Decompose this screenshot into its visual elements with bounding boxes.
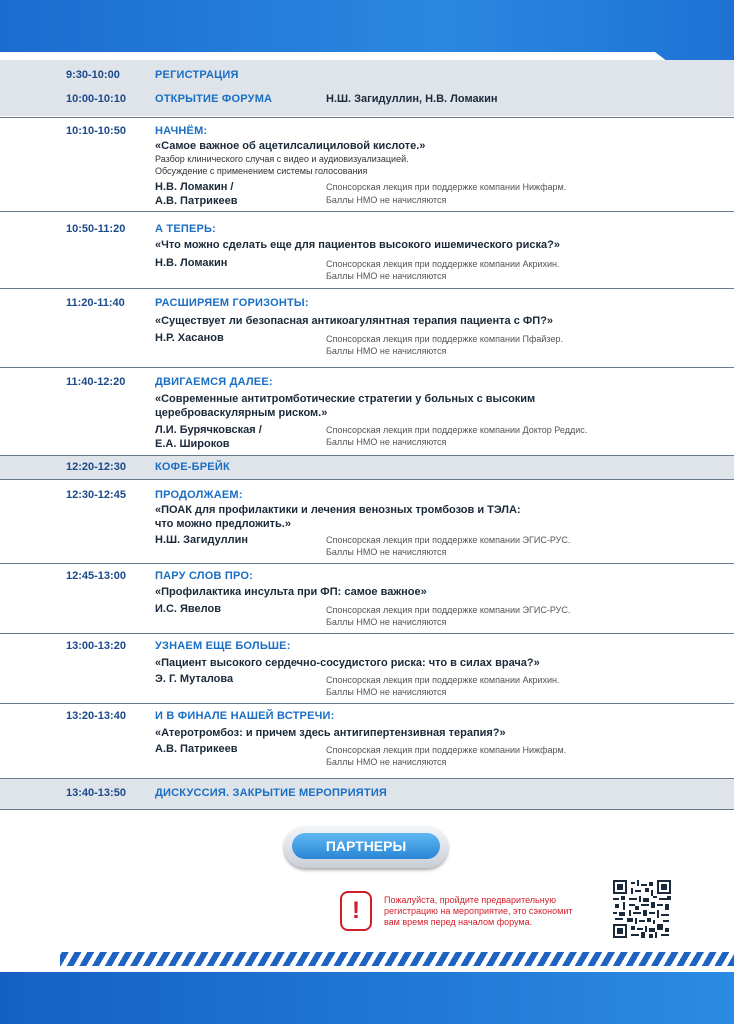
- session-title-cont: что можно предложить.»: [155, 518, 291, 530]
- coffee-label: КОФЕ-БРЕЙК: [155, 461, 230, 473]
- closing-label: ДИСКУССИЯ. ЗАКРЫТИЕ МЕРОПРИЯТИЯ: [155, 787, 388, 799]
- qr-code-icon[interactable]: [612, 880, 672, 938]
- sponsor-note: Спонсорская лекция при поддержке компании Нижфарм.: [326, 745, 567, 755]
- session-title: «Самое важное об ацетилсалициловой кислоте.»: [155, 140, 426, 152]
- session-speaker: Н.В. Ломакин /: [155, 181, 234, 193]
- divider: [0, 778, 734, 779]
- decorative-stripes: [60, 952, 734, 966]
- session-title: «Профилактика инсульта при ФП: самое важное»: [155, 586, 427, 598]
- cme-note: Баллы НМО не начисляются: [326, 346, 447, 356]
- sponsor-note: Спонсорская лекция при поддержке компании Пфайзер.: [326, 334, 563, 344]
- cme-note: Баллы НМО не начисляются: [326, 757, 447, 767]
- session-section: ДВИГАЕМСЯ ДАЛЕЕ:: [155, 376, 273, 388]
- session-section: ПАРУ СЛОВ ПРО:: [155, 570, 254, 582]
- session-speaker: А.В. Патрикеев: [155, 743, 238, 755]
- divider: [0, 479, 734, 480]
- session-speaker: Л.И. Бурячковская /: [155, 424, 262, 436]
- session-title: «ПОАК для профилактики и лечения венозных тромбозов и ТЭЛА:: [155, 504, 521, 516]
- session-time: 13:20-13:40: [66, 710, 126, 722]
- session-section: УЗНАЕМ ЕЩЕ БОЛЬШЕ:: [155, 640, 291, 652]
- session-speaker: Е.А. Широков: [155, 438, 230, 450]
- registration-label: РЕГИСТРАЦИЯ: [155, 69, 239, 81]
- sponsor-note: Спонсорская лекция при поддержке компании Акрихин.: [326, 259, 560, 269]
- sponsor-note: Спонсорская лекция при поддержке компании Доктор Реддис.: [326, 425, 588, 435]
- session-section: РАСШИРЯЕМ ГОРИЗОНТЫ:: [155, 297, 309, 309]
- session-title: «Атеротромбоз: и причем здесь антигипертензивная терапия?»: [155, 727, 506, 739]
- session-speaker: Н.Р. Хасанов: [155, 332, 224, 344]
- divider: [0, 367, 734, 368]
- session-title: «Пациент высокого сердечно-сосудистого риска: что в силах врача?»: [155, 657, 540, 669]
- divider: [0, 288, 734, 289]
- divider: [0, 563, 734, 564]
- notice-line: Пожалуйста, пройдите предварительную: [384, 895, 556, 905]
- sponsor-note: Спонсорская лекция при поддержке компании Нижфарм.: [326, 182, 567, 192]
- sponsor-note: Спонсорская лекция при поддержке компании Акрихин.: [326, 675, 560, 685]
- cme-note: Баллы НМО не начисляются: [326, 617, 447, 627]
- opening-label: ОТКРЫТИЕ ФОРУМА: [155, 93, 273, 105]
- top-banner: [0, 0, 734, 60]
- divider: [0, 633, 734, 634]
- warning-symbol: !: [352, 897, 360, 924]
- session-speaker: Н.Ш. Загидуллин: [155, 534, 248, 546]
- session-subtitle: Разбор клинического случая с видео и аудиовизуализацией.: [155, 154, 409, 164]
- opening-time: 10:00-10:10: [66, 93, 126, 105]
- session-speaker: Э. Г. Муталова: [155, 673, 234, 685]
- session-speaker: А.В. Патрикеев: [155, 195, 238, 207]
- divider: [0, 809, 734, 810]
- partners-button-frame: [284, 826, 448, 868]
- sponsor-note: Спонсорская лекция при поддержке компании ЭГИС-РУС.: [326, 605, 571, 615]
- session-title: «Существует ли безопасная антикоагулянтная терапия пациента с ФП?»: [155, 315, 554, 327]
- coffee-time: 12:20-12:30: [66, 461, 126, 473]
- session-time: 12:30-12:45: [66, 489, 126, 501]
- registration-notice: [384, 895, 599, 928]
- session-time: 13:00-13:20: [66, 640, 126, 652]
- notice-line: вам время перед началом форума.: [384, 917, 533, 927]
- sponsor-note: Спонсорская лекция при поддержке компании ЭГИС-РУС.: [326, 535, 571, 545]
- partners-button[interactable]: ПАРТНЕРЫ: [292, 833, 440, 859]
- cme-note: Баллы НМО не начисляются: [326, 195, 447, 205]
- session-time: 11:40-12:20: [66, 376, 126, 388]
- notice-line: регистрацию на мероприятие, это сэкономит: [384, 906, 573, 916]
- closing-time: 13:40-13:50: [66, 787, 126, 799]
- divider: [0, 703, 734, 704]
- session-time: 11:20-11:40: [66, 297, 125, 309]
- divider: [0, 211, 734, 212]
- session-speaker: И.С. Явелов: [155, 603, 221, 615]
- session-title: «Современные антитромботические стратегии у больных с высоким: [155, 393, 536, 405]
- exclamation-icon: [340, 891, 372, 931]
- session-time: 10:50-11:20: [66, 223, 126, 235]
- session-section: А ТЕПЕРЬ:: [155, 223, 217, 235]
- session-time: 12:45-13:00: [66, 570, 126, 582]
- session-title: «Что можно сделать еще для пациентов высокого ишемического риска?»: [155, 239, 560, 251]
- divider: [0, 117, 734, 118]
- session-section: НАЧНЁМ:: [155, 125, 208, 137]
- cme-note: Баллы НМО не начисляются: [326, 547, 447, 557]
- divider: [0, 455, 734, 456]
- session-speaker: Н.В. Ломакин: [155, 257, 228, 269]
- cme-note: Баллы НМО не начисляются: [326, 271, 447, 281]
- session-section: ПРОДОЛЖАЕМ:: [155, 489, 243, 501]
- opening-speakers: Н.Ш. Загидуллин, Н.В. Ломакин: [326, 93, 498, 105]
- session-subtitle: Обсуждение с применением системы голосования: [155, 166, 368, 176]
- session-time: 10:10-10:50: [66, 125, 126, 137]
- session-section: И В ФИНАЛЕ НАШЕЙ ВСТРЕЧИ:: [155, 710, 335, 722]
- session-title-cont: цереброваскулярным риском.»: [155, 407, 328, 419]
- cme-note: Баллы НМО не начисляются: [326, 687, 447, 697]
- cme-note: Баллы НМО не начисляются: [326, 437, 447, 447]
- registration-time: 9:30-10:00: [66, 69, 120, 81]
